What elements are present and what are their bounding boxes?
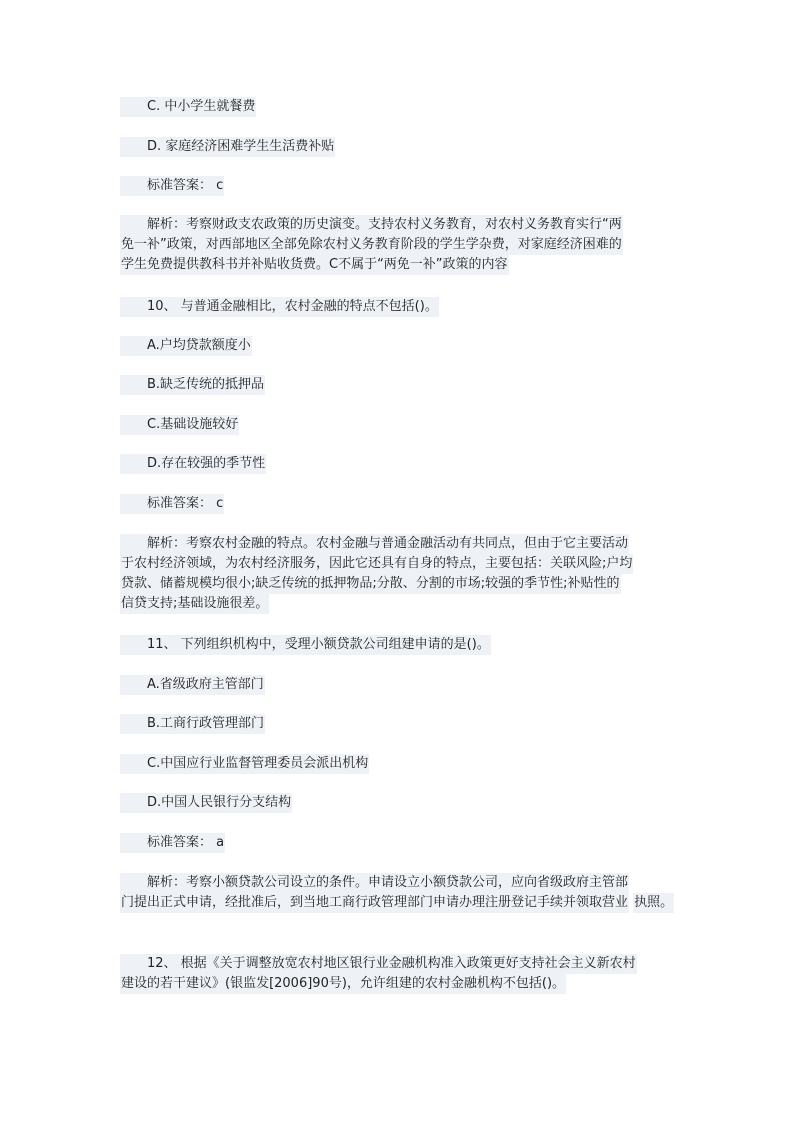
text-line: 标准答案： a	[120, 833, 225, 853]
q10-option-b	[120, 375, 680, 395]
text-line: 学生免费提供教科书并补贴收货费。C不属于“两免一补”政策的内容	[120, 255, 509, 275]
q11-option-c	[120, 754, 680, 774]
text-line: D.中国人民银行分支结构	[120, 793, 292, 813]
text-line: C.中国应行业监督管理委员会派出机构	[120, 754, 369, 774]
text-line: D.存在较强的季节性	[120, 454, 266, 474]
text-line: C. 中小学生就餐费	[120, 97, 256, 117]
text-line: B.缺乏传统的抵押品	[120, 375, 265, 395]
text-line: 门提出正式申请，经批准后，到当地工商行政管理部门申请办理注册登记手续并领取营业	[120, 893, 629, 913]
option-c-meals	[120, 97, 680, 117]
q10-option-d	[120, 454, 680, 474]
text-line: 解析：考察财政支农政策的历史演变。支持农村义务教育，对农村义务教育实行“两	[120, 215, 623, 235]
text-line: 标准答案： c	[120, 494, 224, 514]
text-line: A.省级政府主管部门	[120, 675, 265, 695]
text-line: 解析：考察农村金融的特点。农村金融与普通金融活动有共同点，但由于它主要活动	[120, 534, 629, 554]
text-line: 10、 与普通金融相比，农村金融的特点不包括()。	[120, 297, 439, 317]
text-line: 建设的若干建议》(银监发[2006]90号)，允许组建的农村金融机构不包括()。	[120, 974, 566, 994]
question-11	[120, 635, 680, 655]
answer-q9	[120, 176, 680, 196]
answer-q10	[120, 494, 680, 514]
text-line: 解析：考察小额贷款公司设立的条件。申请设立小额贷款公司，应向省级政府主管部	[120, 873, 629, 893]
explanation-q9	[120, 215, 680, 275]
q11-option-b	[120, 714, 680, 734]
q11-option-d	[120, 793, 680, 813]
text-line: 标准答案： c	[120, 176, 224, 196]
text-line: 免一补”政策，对西部地区全部免除农村义务教育阶段的学生学杂费，对家庭经济困难的	[120, 235, 623, 255]
q10-option-a	[120, 336, 680, 356]
text-line: B.工商行政管理部门	[120, 714, 265, 734]
answer-q11	[120, 833, 680, 853]
text-line: 贷款、储蓄规模均很小;缺乏传统的抵押物品;分散、分割的市场;较强的季节性;补贴性的	[120, 574, 621, 594]
text-line: 于农村经济领域，为农村经济服务，因此它还具有自身的特点，主要包括：关联风险;户均	[120, 554, 633, 574]
text-line: D. 家庭经济困难学生生活费补贴	[120, 137, 335, 157]
explanation-q11	[120, 873, 680, 913]
text-line: A.户均贷款额度小	[120, 336, 252, 356]
text-line: 12、 根据《关于调整放宽农村地区银行业金融机构准入政策更好支持社会主义新农村	[120, 954, 637, 974]
text-line: 执照。	[633, 893, 674, 913]
question-10	[120, 297, 680, 317]
text-line: 信贷支持;基础设施很差。	[120, 594, 269, 614]
q11-option-a	[120, 675, 680, 695]
text-line: C.基础设施较好	[120, 415, 239, 435]
text-line: 11、 下列组织机构中，受理小额贷款公司组建申请的是()。	[120, 635, 491, 655]
question-12	[120, 954, 680, 994]
q10-option-c	[120, 415, 680, 435]
explanation-q10	[120, 534, 680, 614]
option-d-living-subsidy	[120, 137, 680, 157]
